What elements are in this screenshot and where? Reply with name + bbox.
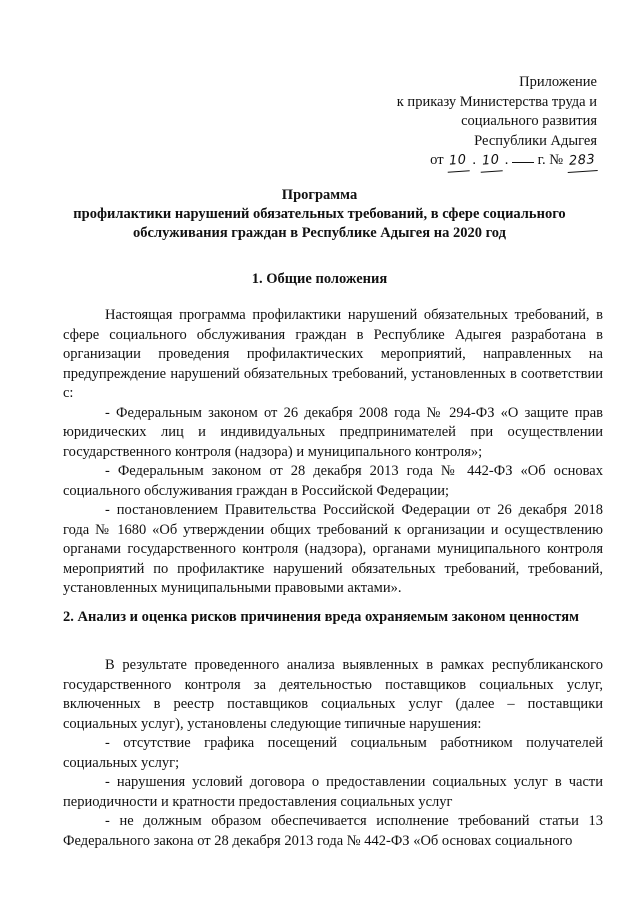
appendix-line-2: к приказу Министерства труда и xyxy=(396,93,597,110)
paragraph: В результате проведенного анализа выявленных в рамках республиканского государственного контроля за деятельностью поставщиков социальных услуг, включенных в реестр поставщиков социальных услуг (далее – поставщики социальных услуг), установлены следующие типичные нарушения: xyxy=(63,657,603,732)
appendix-from-prefix: от xyxy=(430,152,444,168)
appendix-line-4: Республики Адыгея xyxy=(474,132,597,149)
paragraph: - не должным образом обеспечивается исполнение требований статьи 13 Федерального закона от 28 декабря 2013 года № 442-ФЗ «Об основах социального xyxy=(63,813,603,849)
paragraph: - Федеральным законом от 26 декабря 2008 года № 294-ФЗ «О защите прав юридических лиц и индивидуальных предпринимателей при осуществлении государственного контроля (надзора) и муниципального контроля»; xyxy=(63,404,603,460)
appendix-line-3: социального развития xyxy=(461,113,597,129)
paragraph: - Федеральным законом от 28 декабря 2013 года № 442-ФЗ «Об основах социального обслуживания граждан в Российской Федерации; xyxy=(63,463,603,499)
title-line-1: Программа xyxy=(281,187,358,203)
appendix-line-1: Приложение xyxy=(519,74,597,90)
year-blank xyxy=(512,161,534,163)
appendix-year-suffix: г. № xyxy=(537,152,564,168)
section-1-heading: 1. Общие положения xyxy=(251,271,388,287)
handwritten-day: 10 xyxy=(446,150,469,172)
section-2-body xyxy=(63,656,603,851)
handwritten-month: 10 xyxy=(479,150,502,172)
appendix-header xyxy=(397,73,597,172)
title-line-2: профилактики нарушений обязательных требований, в сфере социального xyxy=(73,206,566,222)
section-2-heading: 2. Анализ и оценка рисков причинения вреда охраняемым законом ценностям xyxy=(63,609,579,625)
paragraph: Настоящая программа профилактики нарушений обязательных требований, в сфере социального обслуживания граждан в Республике Адыгея разработана в организации проведения профилактических мероприятий, направленных на предупреждение нарушений обязательных требований, установленных в соответствии с: xyxy=(63,307,603,401)
paragraph: - нарушения условий договора о предоставлении социальных услуг в части периодичности и кратности предоставления социальных услуг xyxy=(63,774,603,810)
section-1-body xyxy=(63,306,603,599)
paragraph: - отсутствие графика посещений социальным работником получателей социальных услуг; xyxy=(63,735,603,771)
paragraph: - постановлением Правительства Российской Федерации от 26 декабря 2018 года № 1680 «Об утверждении общих требований к организации и осуществлению органами государственного контроля (надзора), органами муниципального контроля мероприятий по профилактике нарушений обязательных требований, требований, установленных муниципальными правовыми актами». xyxy=(63,502,603,596)
handwritten-number: 283 xyxy=(566,150,598,173)
document-title xyxy=(40,186,599,243)
appendix-date-line: от 10 . 10 . г. № 283 xyxy=(397,151,597,172)
title-line-3: обслуживания граждан в Республике Адыгея на 2020 год xyxy=(133,225,506,241)
